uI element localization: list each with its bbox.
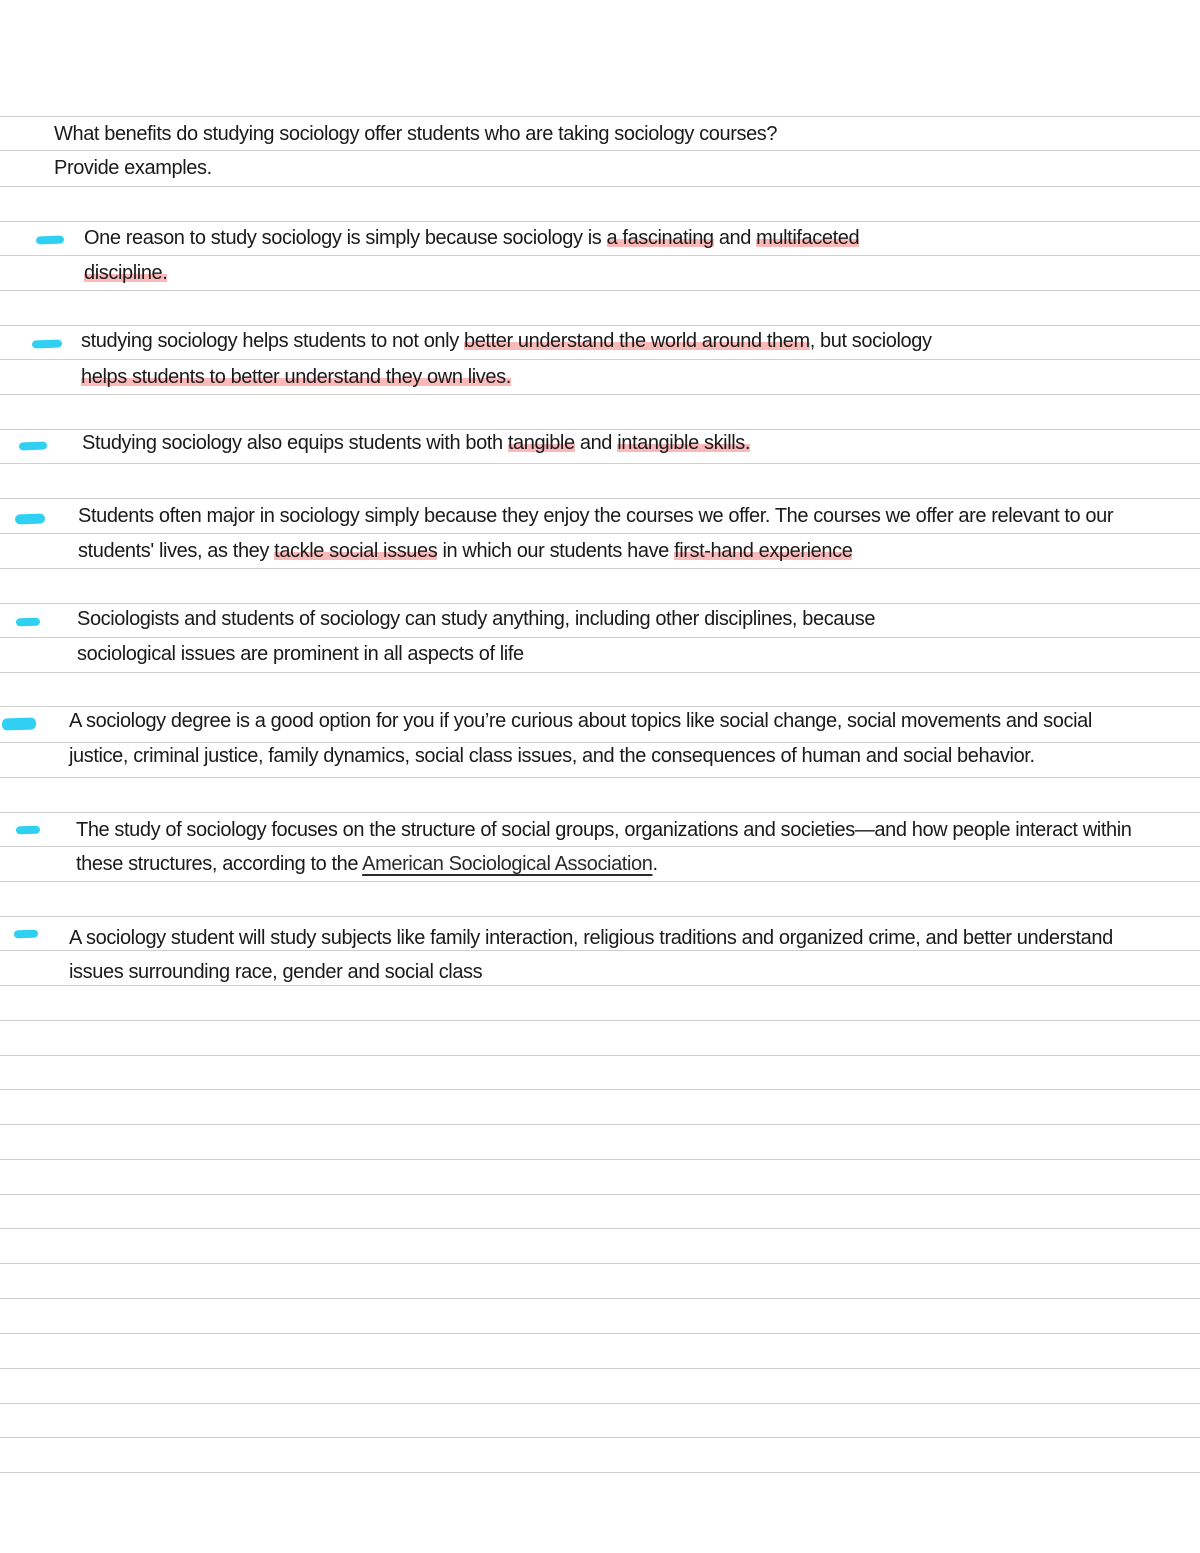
highlighted-text: helps students to better understand they own lives. [81,366,511,388]
note-8-line-2: issues surrounding race, gender and social class [69,961,483,983]
note-text: studying sociology helps students to not only [81,330,464,352]
highlighted-text: multifaceted [756,227,860,249]
ruled-line [0,1020,1200,1021]
ruled-line [0,881,1200,882]
ruled-line [0,777,1200,778]
note-1-line-1 [84,225,859,251]
ruled-line [0,186,1200,187]
question-line-2: Provide examples. [54,157,212,179]
ruled-line [0,1403,1200,1404]
ruled-line [0,255,1200,256]
bullet-marker-icon [16,618,40,627]
note-5-line-2: sociological issues are prominent in all aspects of life [77,643,524,665]
note-text: and [574,432,618,454]
bullet-marker-icon [15,513,45,524]
note-2-line-2 [81,364,511,390]
note-1-line-2 [84,260,167,286]
ruled-line [0,672,1200,673]
note-text: . [652,853,658,875]
note-2-line-1 [81,328,932,354]
note-6-line-2: justice, criminal justice, family dynamics, social class issues, and the consequences of human and social behavior. [69,745,1035,767]
ruled-line [0,846,1200,847]
note-text: these structures, according to the [76,853,363,875]
note-6-line-1: A sociology degree is a good option for you if you’re curious about topics like social change, social movements and social [69,710,1092,732]
highlighted-text: tackle social issues [274,540,438,562]
ruled-line [0,463,1200,464]
ruled-line [0,1368,1200,1369]
ruled-line [0,1089,1200,1090]
ruled-line [0,916,1200,917]
question-line-1: What benefits do studying sociology offer students who are taking sociology courses? [54,123,778,145]
highlighted-text: first-hand experience [674,540,853,562]
ruled-line [0,325,1200,326]
highlighted-text: intangible skills. [617,432,751,454]
highlighted-text: a fascinating [606,227,714,249]
note-7-line-1: The study of sociology focuses on the structure of social groups, organizations and societies—and how people interact within [76,819,1132,841]
bullet-marker-icon [2,717,36,730]
bullet-marker-icon [14,930,38,939]
ruled-line [0,1437,1200,1438]
note-text: and [713,227,757,249]
ruled-line [0,1263,1200,1264]
note-5-line-1: Sociologists and students of sociology can study anything, including other disciplines, because [77,608,876,630]
ruled-line [0,394,1200,395]
note-text: students' lives, as they [78,540,275,562]
bullet-marker-icon [32,339,62,348]
ruled-line [0,568,1200,569]
note-4-line-1: Students often major in sociology simply because they enjoy the courses we offer. The courses we offer are relevant to our [78,505,1114,527]
ruled-line [0,812,1200,813]
asa-link[interactable]: American Sociological Association [362,853,653,875]
note-text: , but sociology [809,330,932,352]
ruled-line [0,116,1200,117]
ruled-line [0,1298,1200,1299]
ruled-line [0,985,1200,986]
bullet-marker-icon [36,236,64,245]
ruled-line [0,1124,1200,1125]
ruled-line [0,533,1200,534]
highlighted-text: discipline. [84,262,168,284]
ruled-line [0,359,1200,360]
ruled-line [0,498,1200,499]
ruled-line [0,1055,1200,1056]
ruled-line [0,1228,1200,1229]
ruled-line [0,1159,1200,1160]
highlighted-text: better understand the world around them [463,330,810,352]
highlighted-text: tangible [507,432,575,454]
ruled-line [0,706,1200,707]
ruled-line [0,1472,1200,1473]
ruled-line [0,603,1200,604]
ruled-line [0,221,1200,222]
bullet-marker-icon [19,442,47,451]
ruled-line [0,637,1200,638]
note-7-line-2 [76,851,658,877]
note-8-line-1: A sociology student will study subjects like family interaction, religious traditions and organized crime, and better understand [69,927,1113,949]
ruled-line [0,290,1200,291]
ruled-line [0,1333,1200,1334]
note-3-line-1 [82,430,750,456]
note-text: One reason to study sociology is simply because sociology is [84,227,607,249]
bullet-marker-icon [16,826,40,835]
note-text: in which our students have [437,540,675,562]
note-4-line-2 [78,538,852,564]
ruled-line [0,150,1200,151]
ruled-line [0,1194,1200,1195]
note-text: Studying sociology also equips students with both [82,432,508,454]
